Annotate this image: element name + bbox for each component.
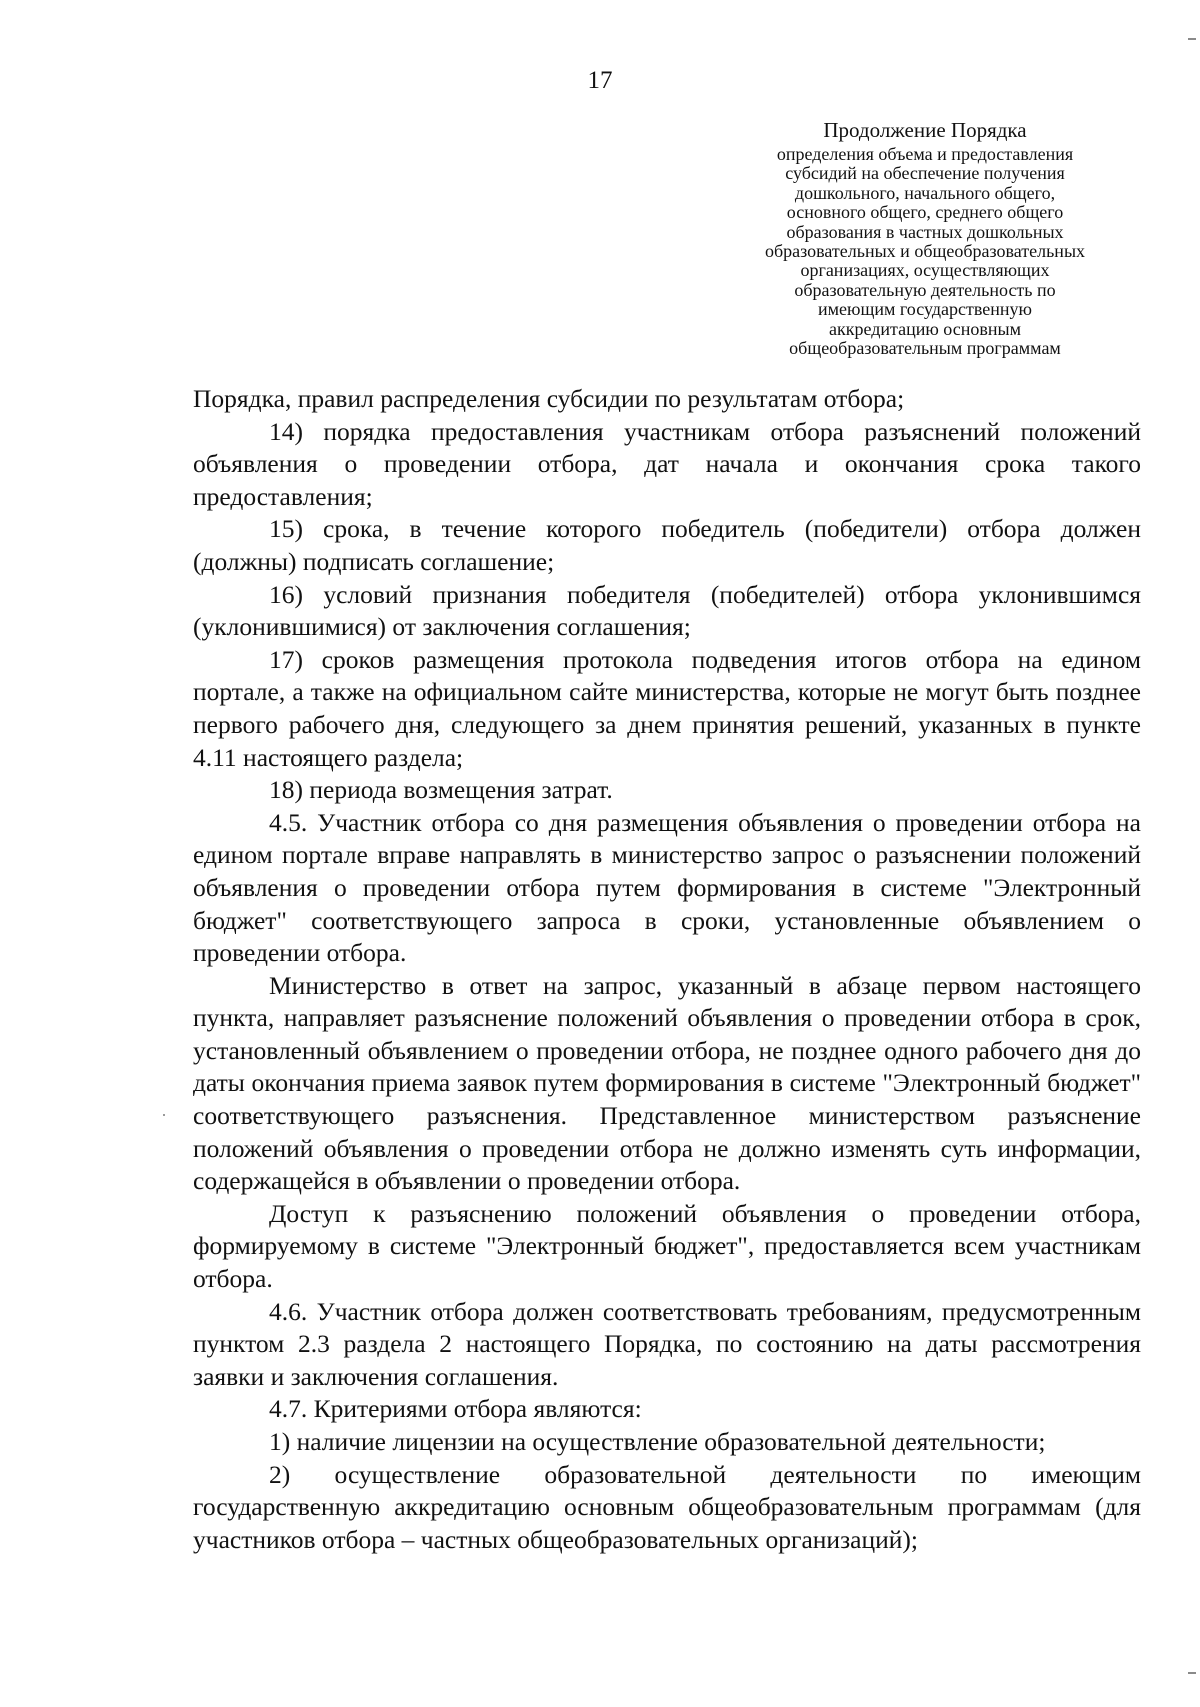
- header-line: дошкольного, начального общего,: [794, 182, 1056, 203]
- header-line: образования в частных дошкольных: [786, 221, 1064, 242]
- list-item-14: 14) порядка предоставления участникам отбора разъяснений положений объявления о проведении отбора, дат начала и окончания срока такого предоставления;: [193, 416, 1141, 511]
- list-item-17: 17) сроков размещения протокола подведения итогов отбора на едином портале, а также на официальном сайте министерства, которые не могут быть позднее первого рабочего дня, следующего за днем принятия решений, указанных в пункте 4.11 настоящего раздела;: [193, 644, 1141, 772]
- document-header: [705, 117, 1145, 358]
- header-line: определения объема и предоставления: [776, 144, 1074, 164]
- header-line: субсидий на обеспечение получения: [785, 163, 1065, 184]
- paragraph-continuation: Порядка, правил распределения субсидии по результатам отбора;: [193, 384, 905, 413]
- scan-edge-mark-top: [1188, 38, 1196, 40]
- header-line: основного общего, среднего общего: [786, 202, 1064, 223]
- clause-4-5-paragraph-3: Доступ к разъяснению положений объявления о проведении отбора, формируемому в системе "Электронный бюджет", предоставляется всем участникам отбора.: [193, 1198, 1141, 1294]
- header-title: Продолжение Порядка: [823, 118, 1027, 142]
- header-line: организациях, осуществляющих: [800, 260, 1050, 281]
- clause-4-7: 4.7. Критериями отбора являются:: [269, 1394, 642, 1424]
- header-line: имеющим государственную: [818, 299, 1032, 320]
- clause-4-5: 4.5. Участник отбора со дня размещения объявления о проведении отбора на едином портале вправе направлять в министерство запрос о разъяснении положений объявления о проведении отбора путем формирования в системе "Электронный бюджет" соответствующего запроса в сроки, установленные объявлением о проведении отбора.: [193, 807, 1141, 968]
- header-line: образовательную деятельность по: [794, 279, 1056, 300]
- header-line: аккредитацию основным: [829, 318, 1021, 339]
- list-item-16: 16) условий признания победителя (победителей) отбора уклонившимся (уклонившимися) от заключения соглашения;: [193, 579, 1141, 642]
- list-item-15: 15) срока, в течение которого победитель (победители) отбора должен (должны) подписать соглашение;: [193, 514, 1141, 576]
- document-body: [193, 383, 1141, 1556]
- header-line: образовательных и общеобразовательных: [764, 241, 1086, 262]
- criteria-item-2: 2) осуществление образовательной деятельности по имеющим государственную аккредитацию основным общеобразовательным программам (для участников отбора – частных общеобразовательных организаций);: [193, 1459, 1141, 1554]
- clause-4-5-paragraph-2: Министерство в ответ на запрос, указанный в абзаце первом настоящего пункта, направляет разъяснение положений объявления о проведении отбора в срок, установленный объявлением о проведении отбора, не позднее одного рабочего дня до даты окончания приема заявок путем формирования в системе "Электронный бюджет" соответствующего разъяснения. Представленное министерством разъяснение положений объявления о проведении отбора не должно изменять суть информации, содержащейся в объявлении о проведении отбора.: [193, 970, 1141, 1196]
- list-item-18: 18) периода возмещения затрат.: [269, 775, 613, 805]
- scan-margin-speck: [163, 1114, 165, 1116]
- clause-4-6: 4.6. Участник отбора должен соответствовать требованиям, предусмотренным пунктом 2.3 раздела 2 настоящего Порядка, по состоянию на даты рассмотрения заявки и заключения соглашения.: [193, 1296, 1141, 1391]
- criteria-item-1: 1) наличие лицензии на осуществление образовательной деятельности;: [269, 1427, 1046, 1456]
- scan-edge-mark-bottom: [1188, 1672, 1196, 1674]
- page-number: 17: [587, 67, 613, 94]
- header-line: общеобразовательным программам: [789, 338, 1061, 359]
